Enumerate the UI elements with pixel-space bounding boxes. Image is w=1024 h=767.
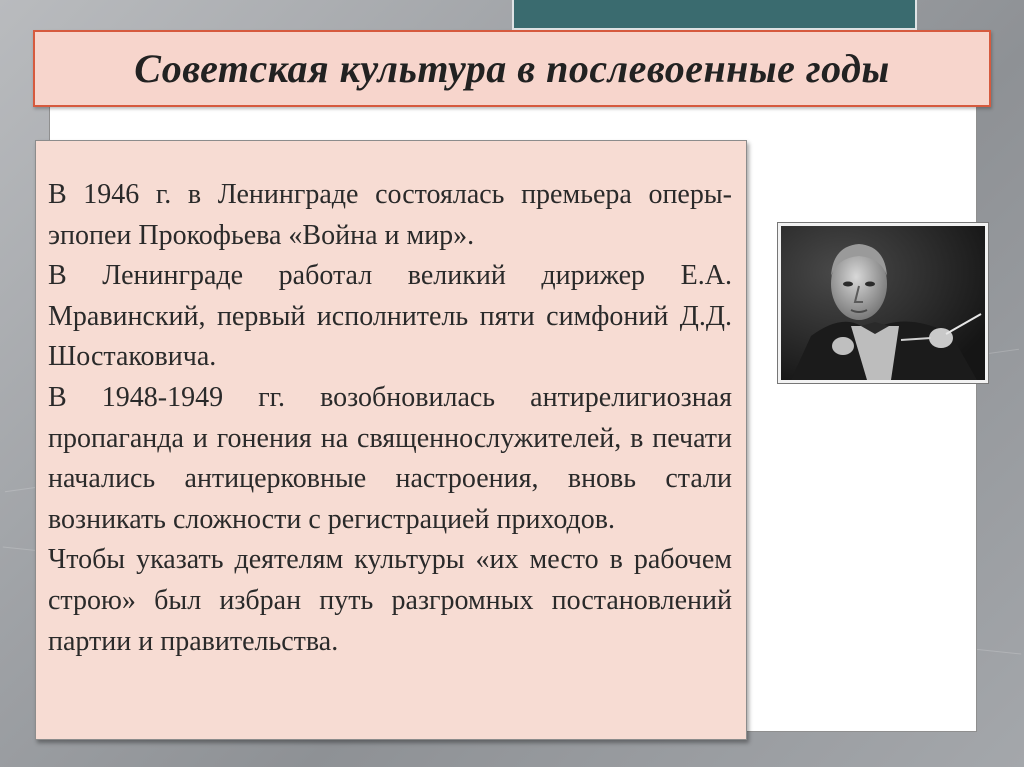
paragraph: В Ленинграде работал великий дирижер Е.А. Мравинский, первый исполнитель пяти симфоний Д.Д. Шостаковича.: [48, 260, 732, 373]
accent-bar: [512, 0, 917, 30]
paragraph: В 1948-1949 гг. возобновилась антирелигиозная пропаганда и гонения на священнослужителей, в печати начались антицерковные настроения, вновь стали возникать сложности с регистрацией приходов.: [48, 381, 732, 535]
conductor-portrait-image: [781, 226, 985, 380]
slide-title: Советская культура в послевоенные годы: [134, 46, 890, 91]
paragraph: В 1946 г. в Ленинграде состоялась премьера оперы-эпопеи Прокофьева «Война и мир».: [48, 179, 732, 251]
text-box: [35, 140, 747, 740]
title-box: [33, 30, 991, 107]
conductor-photo: [777, 222, 989, 384]
paragraph: Чтобы указать деятелям культуры «их место в рабочем строю» был избран путь разгромных постановлений партии и правительства.: [48, 544, 732, 657]
